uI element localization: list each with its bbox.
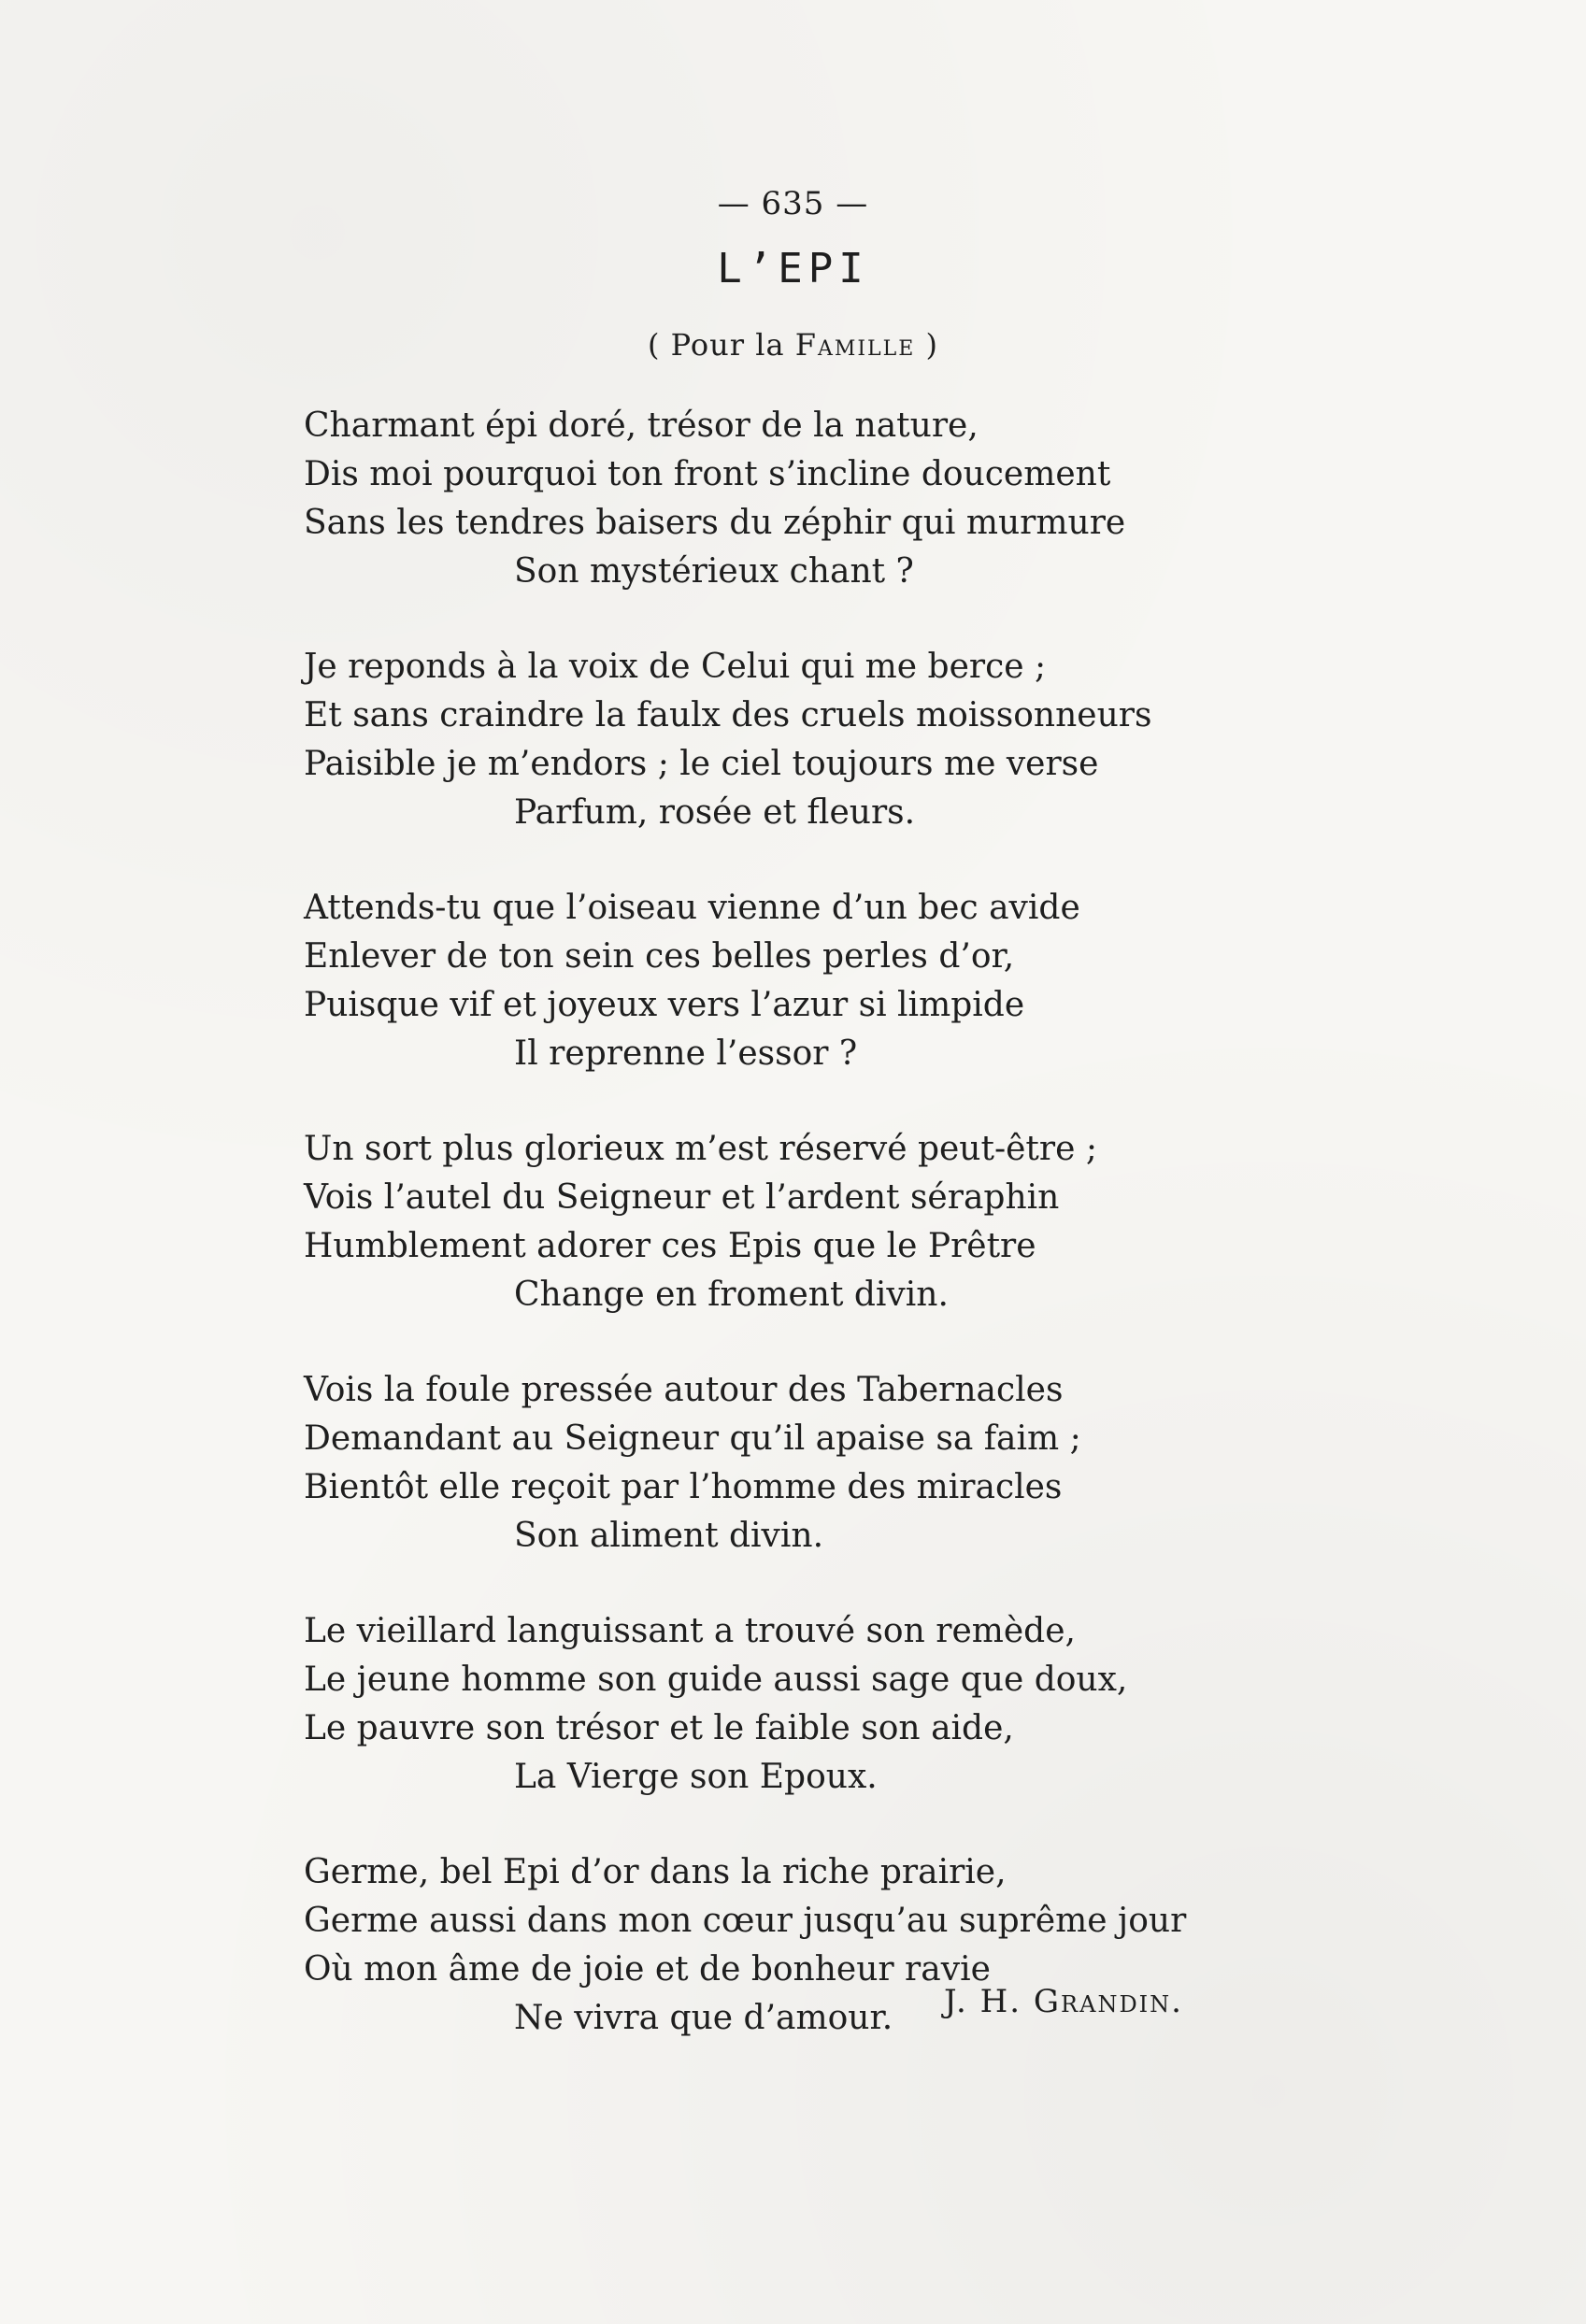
verse-line: Enlever de ton sein ces belles perles d’or, xyxy=(304,937,1015,976)
verse-line: Le jeune homme son guide aussi sage que doux, xyxy=(304,1661,1128,1699)
author-surname: Grandin. xyxy=(1033,1983,1183,2020)
refrain-line: Son aliment divin. xyxy=(514,1517,824,1555)
page-number: — 635 — xyxy=(717,185,869,222)
stanza-2 xyxy=(304,643,1238,837)
poem-body xyxy=(304,402,1238,2089)
poem-subtitle xyxy=(0,327,1586,363)
verse-line: Puisque vif et joyeux vers l’azur si limpide xyxy=(304,986,1025,1024)
subtitle-dedication: Famille xyxy=(794,327,916,363)
verse-line: Germe, bel Epi d’or dans la riche prairie, xyxy=(304,1853,1007,1891)
poem-title: L’EPI xyxy=(717,245,869,292)
verse-line: Charmant épi doré, trésor de la nature, xyxy=(304,406,979,445)
subtitle-close: ) xyxy=(915,327,938,363)
stanza-1 xyxy=(304,402,1238,596)
subtitle-open: ( Pour la xyxy=(648,327,795,363)
author-signature xyxy=(944,1983,1183,2020)
stanza-5 xyxy=(304,1366,1238,1561)
refrain-line: Son mystérieux chant ? xyxy=(514,552,914,591)
verse-line: Germe aussi dans mon cœur jusqu’au suprême jour xyxy=(304,1902,1187,1940)
verse-line: Et sans craindre la faulx des cruels moissonneurs xyxy=(304,696,1152,734)
verse-line: Vois l’autel du Seigneur et l’ardent séraphin xyxy=(304,1178,1060,1217)
verse-line: Bientôt elle reçoit par l’homme des miracles xyxy=(304,1468,1063,1506)
verse-line: Vois la foule pressée autour des Tabernacles xyxy=(304,1371,1064,1409)
stanza-3 xyxy=(304,884,1238,1078)
verse-line: Le pauvre son trésor et le faible son aide, xyxy=(304,1709,1014,1747)
refrain-line: La Vierge son Epoux. xyxy=(514,1758,878,1796)
author-initials: J. H. xyxy=(944,1983,1034,2020)
refrain-line: Parfum, rosée et fleurs. xyxy=(514,793,916,832)
stanza-6 xyxy=(304,1607,1238,1802)
refrain-line: Il reprenne l’essor ? xyxy=(514,1034,858,1073)
verse-line: Demandant au Seigneur qu’il apaise sa faim ; xyxy=(304,1419,1081,1458)
verse-line: Attends-tu que l’oiseau vienne d’un bec avide xyxy=(304,889,1080,927)
verse-line: Sans les tendres baisers du zéphir qui murmure xyxy=(304,504,1126,542)
refrain-line: Ne vivra que d’amour. xyxy=(514,1999,893,2037)
verse-line: Je reponds à la voix de Celui qui me berce ; xyxy=(304,648,1047,686)
verse-line: Le vieillard languissant a trouvé son remède, xyxy=(304,1612,1076,1650)
verse-line: Où mon âme de joie et de bonheur ravie xyxy=(304,1950,991,1989)
verse-line: Un sort plus glorieux m’est réservé peut-être ; xyxy=(304,1130,1097,1168)
stanza-4 xyxy=(304,1125,1238,1319)
refrain-line: Change en froment divin. xyxy=(514,1276,949,1314)
verse-line: Humblement adorer ces Epis que le Prêtre xyxy=(304,1227,1036,1265)
verse-line: Dis moi pourquoi ton front s’incline doucement xyxy=(304,455,1111,493)
verse-line: Paisible je m’endors ; le ciel toujours me verse xyxy=(304,745,1099,783)
